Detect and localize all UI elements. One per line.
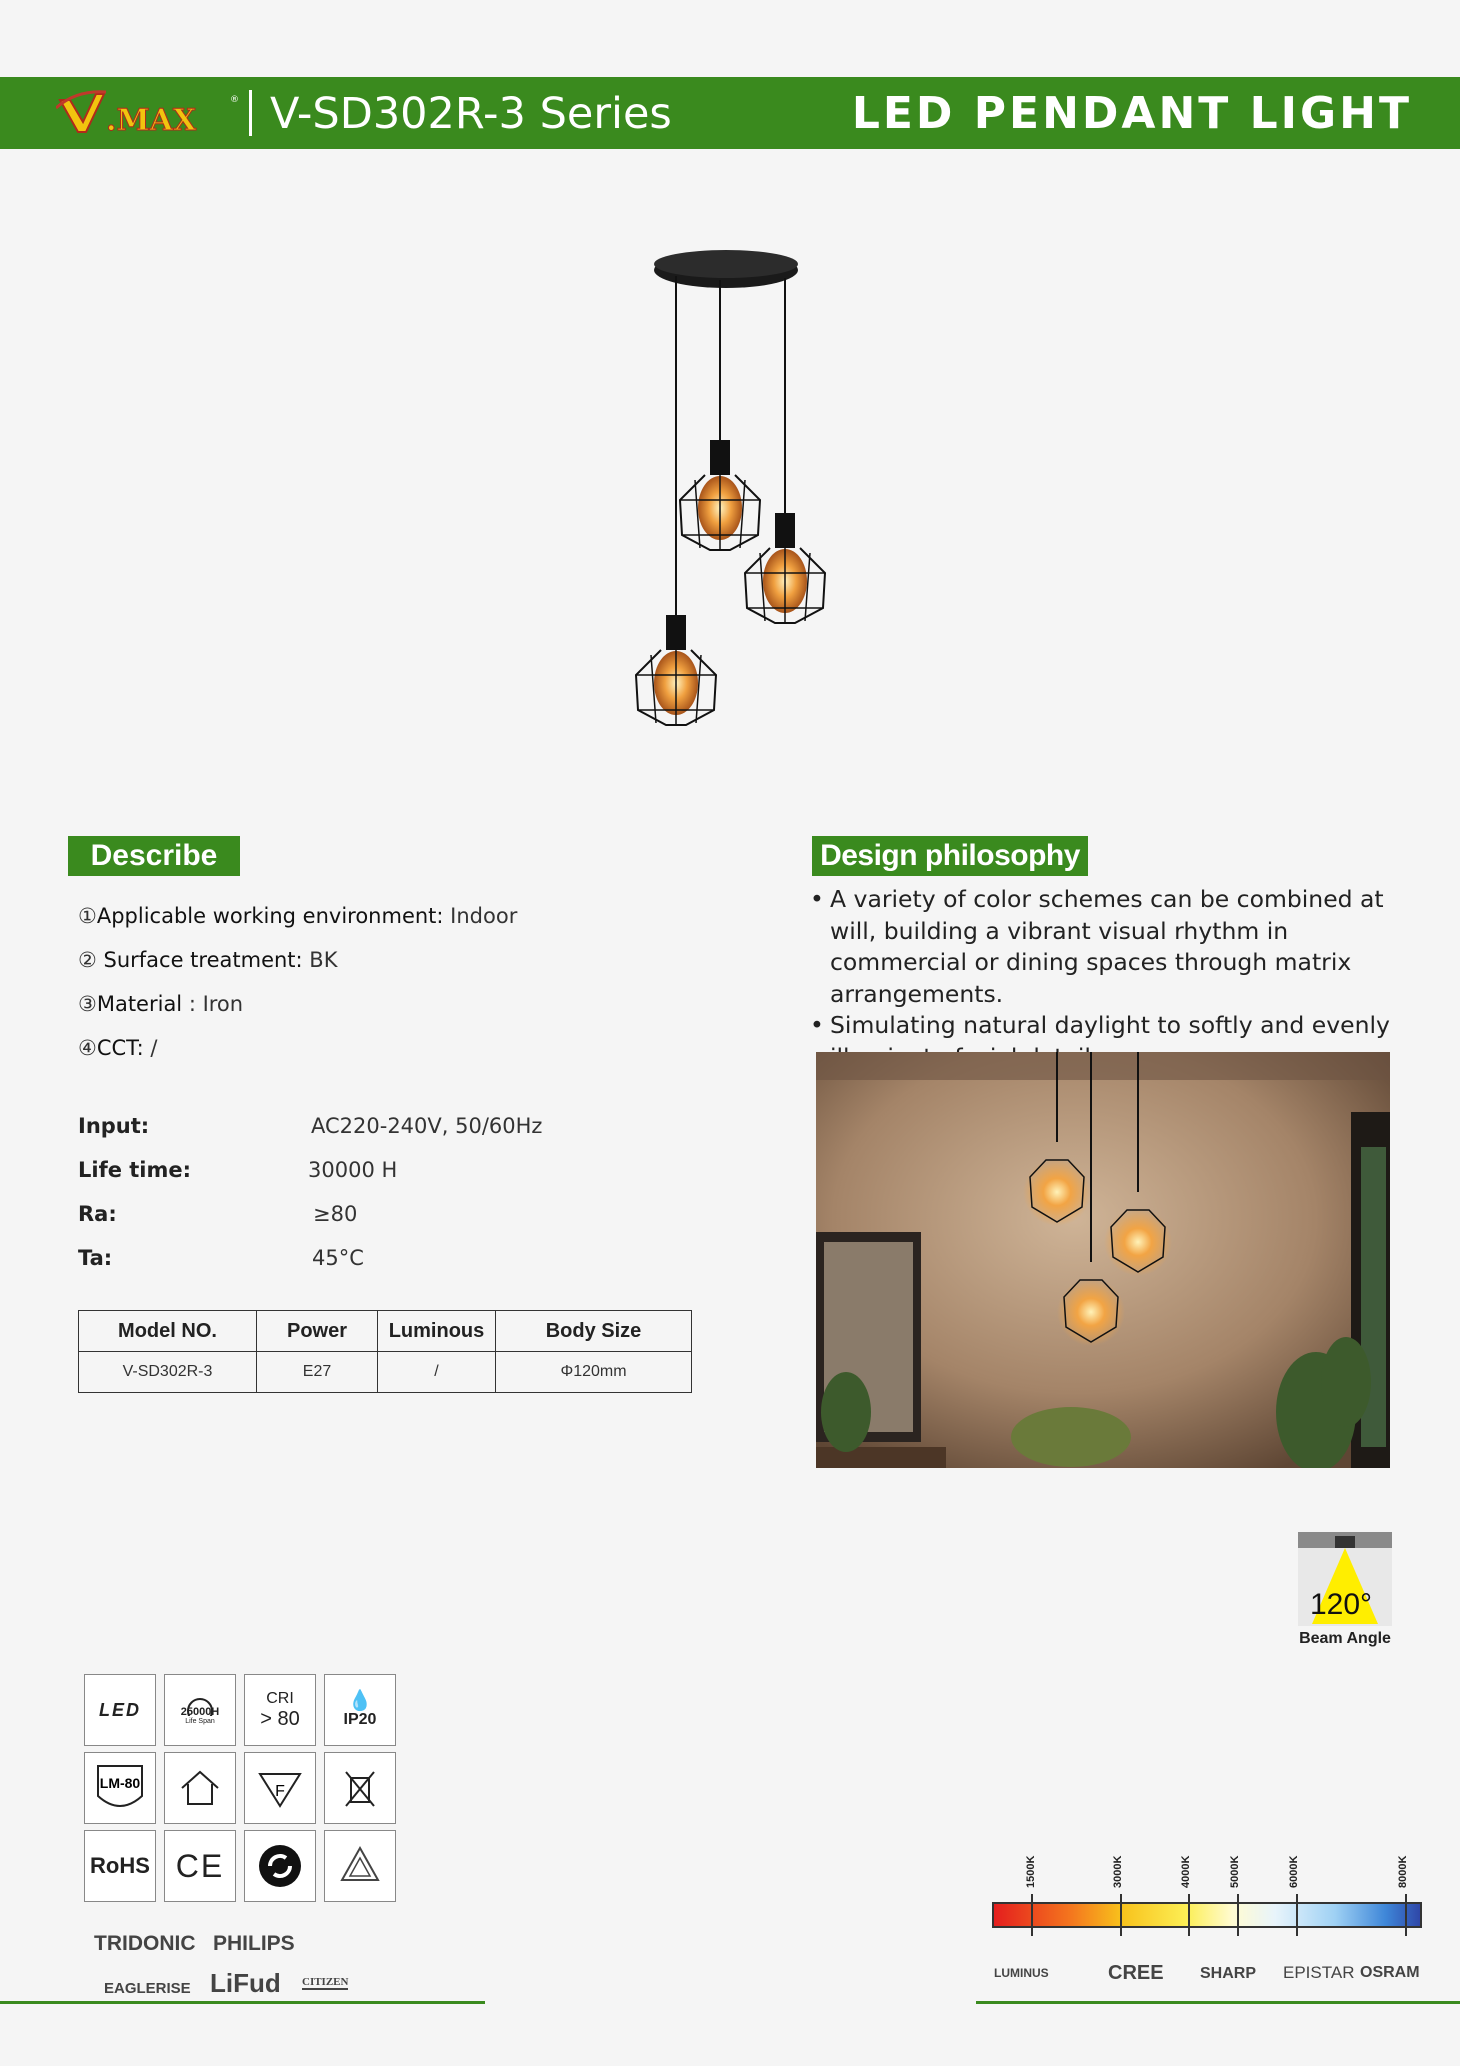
spec-value: 30000 H <box>308 1158 398 1182</box>
cct-tick <box>1031 1894 1033 1936</box>
weee-bin-icon <box>324 1752 396 1824</box>
design-bullets <box>810 884 1410 1073</box>
design-heading: Design philosophy <box>812 836 1088 876</box>
footer-line-right <box>976 2001 1460 2004</box>
spec-value: AC220-240V, 50/60Hz <box>311 1114 543 1138</box>
cct-label: 5000K <box>1229 1855 1241 1888</box>
ip20-icon: 💧 IP20 <box>324 1674 396 1746</box>
series-title: V-SD302R-3 Series <box>270 89 672 139</box>
green-dot-icon <box>244 1830 316 1902</box>
cct-tick <box>1237 1894 1239 1936</box>
table-cell: Φ120mm <box>496 1352 692 1393</box>
table-header: Model NO. <box>79 1311 257 1352</box>
led-icon: LED <box>84 1674 156 1746</box>
header-separator <box>249 90 252 136</box>
brand-osram: OSRAM <box>1360 1964 1420 1981</box>
brand-epistar: EPISTAR <box>1283 1963 1355 1982</box>
spec-key: Ra: <box>78 1202 117 1226</box>
product-title: LED PENDANT LIGHT <box>851 88 1412 139</box>
cct-label: 4000K <box>1180 1855 1192 1888</box>
describe-item: ①Applicable working environment: Indoor <box>78 904 518 928</box>
table-cell: V-SD302R-3 <box>79 1352 257 1393</box>
table-header: Luminous <box>378 1311 496 1352</box>
table-cell: E27 <box>257 1352 378 1393</box>
brand-cree: CREE <box>1108 1962 1164 1984</box>
cct-label: 1500K <box>1025 1855 1037 1888</box>
design-bullet: • Simulating natural daylight to softly and evenly <box>810 1010 1410 1073</box>
cct-label: 6000K <box>1288 1855 1300 1888</box>
spec-key: Input: <box>78 1114 150 1138</box>
cct-tick <box>1120 1894 1122 1936</box>
cct-color-bar <box>992 1902 1422 1928</box>
room-scene-image <box>816 1052 1390 1468</box>
cct-label: 3000K <box>1112 1855 1124 1888</box>
brand-tridonic: TRIDONIC <box>94 1932 196 1955</box>
pendant-product-image <box>620 230 860 740</box>
brand-philips: PHILIPS <box>213 1932 295 1955</box>
svg-text:®: ® <box>230 95 239 105</box>
cct-tick <box>1405 1894 1407 1936</box>
cri-icon: CRI > 80 <box>244 1674 316 1746</box>
describe-item: ② Surface treatment: BK <box>78 948 338 972</box>
spec-key: Ta: <box>78 1246 113 1270</box>
describe-item: ④CCT: / <box>78 1036 158 1060</box>
describe-heading: Describe <box>68 836 240 876</box>
svg-text:.MAX: .MAX <box>106 103 197 138</box>
beam-angle-value: 120° <box>1310 1588 1373 1621</box>
brand-eaglerise: EAGLERISE <box>104 1980 191 1997</box>
footer-line-left <box>0 2001 485 2004</box>
brand-sharp: SHARP <box>1200 1965 1257 1982</box>
brand-citizen: CITIZEN <box>302 1976 349 1988</box>
ce-icon: CE <box>164 1830 236 1902</box>
beam-angle-label: Beam Angle <box>1299 1630 1391 1647</box>
design-bullet: • A variety of color schemes can be combined at will, building a vibrant visual rhythm in commercial or dining spaces through matrix arrangements. <box>810 884 1410 1010</box>
cct-label: 8000K <box>1397 1855 1409 1888</box>
table-cell: / <box>378 1352 496 1393</box>
table-row <box>79 1352 692 1393</box>
house-icon <box>164 1752 236 1824</box>
rohs-icon: RoHS <box>84 1830 156 1902</box>
spec-key: Life time: <box>78 1158 192 1182</box>
spec-value: ≥80 <box>313 1202 358 1226</box>
brand-lifud: LiFud <box>210 1968 281 1998</box>
svg-text:LM-80: LM-80 <box>99 1775 141 1791</box>
cct-tick <box>1188 1894 1190 1936</box>
svg-text:F: F <box>275 1783 285 1800</box>
table-header: Body Size <box>496 1311 692 1352</box>
recycle-icon <box>324 1830 396 1902</box>
vmax-logo <box>56 86 241 142</box>
lifespan-icon: 25000H Life Span <box>164 1674 236 1746</box>
table-header: Power <box>257 1311 378 1352</box>
model-spec-table <box>78 1310 692 1393</box>
brand-luminus: LUMINUS <box>994 1966 1049 1980</box>
cct-tick <box>1296 1894 1298 1936</box>
describe-item: ③Material : Iron <box>78 992 244 1016</box>
lm80-icon <box>84 1752 156 1824</box>
f-mark-icon <box>244 1752 316 1824</box>
spec-value: 45°C <box>312 1246 364 1270</box>
